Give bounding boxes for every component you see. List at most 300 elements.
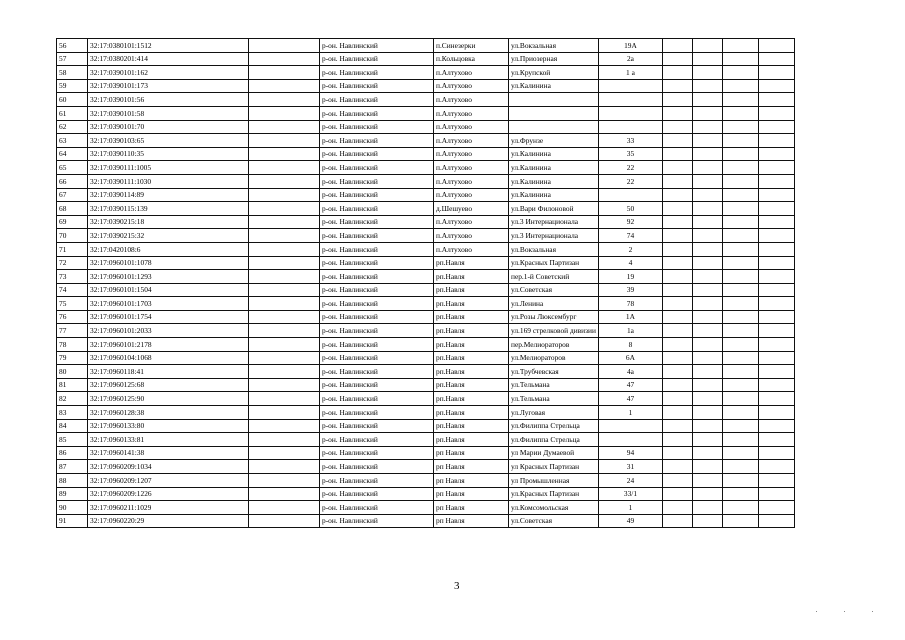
- district: р-он. Навлинский: [320, 392, 434, 406]
- empty-cell: [692, 392, 722, 406]
- house-number: 1А: [598, 310, 662, 324]
- district: р-он. Навлинский: [320, 501, 434, 515]
- empty-cell: [662, 338, 692, 352]
- house-number: 47: [598, 378, 662, 392]
- district: р-он. Навлинский: [320, 283, 434, 297]
- street: ул.Калинина: [509, 79, 599, 93]
- empty-cell: [249, 52, 320, 66]
- empty-cell: [692, 120, 722, 134]
- street: ул.Филиппа Стрельца: [509, 419, 599, 433]
- house-number: 39: [598, 283, 662, 297]
- empty-cell: [692, 474, 722, 488]
- settlement: рп.Навля: [434, 297, 509, 311]
- cadastral-number: 32:17:0390103:65: [88, 134, 249, 148]
- district: р-он. Навлинский: [320, 514, 434, 528]
- street: ул.Красных Партизан: [509, 256, 599, 270]
- district: р-он. Навлинский: [320, 378, 434, 392]
- row-number: 78: [57, 338, 88, 352]
- empty-cell: [692, 365, 722, 379]
- row-number: 60: [57, 93, 88, 107]
- empty-cell: [722, 256, 758, 270]
- district: р-он. Навлинский: [320, 419, 434, 433]
- settlement: п.Алтухово: [434, 66, 509, 80]
- district: р-он. Навлинский: [320, 52, 434, 66]
- table-row: [57, 487, 795, 501]
- empty-cell: [692, 106, 722, 120]
- empty-cell: [662, 93, 692, 107]
- empty-cell: [722, 310, 758, 324]
- district: р-он. Навлинский: [320, 270, 434, 284]
- empty-cell: [662, 147, 692, 161]
- empty-cell: [662, 351, 692, 365]
- house-number: 50: [598, 202, 662, 216]
- row-number: 82: [57, 392, 88, 406]
- settlement: п.Алтухово: [434, 147, 509, 161]
- table-row: [57, 446, 795, 460]
- cadastral-number: 32:17:0960101:1293: [88, 270, 249, 284]
- empty-cell: [722, 283, 758, 297]
- district: р-он. Навлинский: [320, 487, 434, 501]
- empty-cell: [722, 93, 758, 107]
- empty-cell: [722, 324, 758, 338]
- empty-cell: [662, 134, 692, 148]
- district: р-он. Навлинский: [320, 93, 434, 107]
- empty-cell: [249, 392, 320, 406]
- house-number: [598, 120, 662, 134]
- empty-cell: [662, 487, 692, 501]
- empty-cell: [758, 460, 794, 474]
- empty-cell: [662, 419, 692, 433]
- empty-cell: [692, 338, 722, 352]
- empty-cell: [249, 514, 320, 528]
- property-register-table: [56, 38, 795, 528]
- empty-cell: [249, 161, 320, 175]
- house-number: 1а: [598, 324, 662, 338]
- cadastral-number: 32:17:0960220:29: [88, 514, 249, 528]
- empty-cell: [758, 256, 794, 270]
- table-row: [57, 501, 795, 515]
- empty-cell: [662, 161, 692, 175]
- table-row: [57, 351, 795, 365]
- document-page: [56, 38, 795, 528]
- empty-cell: [758, 52, 794, 66]
- empty-cell: [758, 161, 794, 175]
- empty-cell: [758, 134, 794, 148]
- street: ул.3 Интернационала: [509, 215, 599, 229]
- table-row: [57, 419, 795, 433]
- settlement: рп.Навля: [434, 310, 509, 324]
- table-row: [57, 474, 795, 488]
- settlement: рп.Навля: [434, 433, 509, 447]
- table-body: [57, 39, 795, 528]
- empty-cell: [662, 229, 692, 243]
- settlement: рп Навля: [434, 514, 509, 528]
- empty-cell: [758, 338, 794, 352]
- empty-cell: [249, 202, 320, 216]
- empty-cell: [722, 487, 758, 501]
- settlement: п.Алтухово: [434, 106, 509, 120]
- empty-cell: [722, 120, 758, 134]
- row-number: 85: [57, 433, 88, 447]
- empty-cell: [758, 93, 794, 107]
- empty-cell: [758, 215, 794, 229]
- empty-cell: [692, 419, 722, 433]
- table-row: [57, 39, 795, 53]
- scan-artifact: [872, 611, 873, 612]
- row-number: 84: [57, 419, 88, 433]
- settlement: рп Навля: [434, 474, 509, 488]
- empty-cell: [692, 39, 722, 53]
- house-number: [598, 433, 662, 447]
- table-row: [57, 134, 795, 148]
- empty-cell: [692, 460, 722, 474]
- row-number: 87: [57, 460, 88, 474]
- cadastral-number: 32:17:0960209:1226: [88, 487, 249, 501]
- street: ул Марии Думаевой: [509, 446, 599, 460]
- page-number: 3: [454, 580, 460, 592]
- empty-cell: [662, 270, 692, 284]
- table-row: [57, 52, 795, 66]
- cadastral-number: 32:17:0390101:56: [88, 93, 249, 107]
- table-row: [57, 66, 795, 80]
- empty-cell: [692, 378, 722, 392]
- settlement: рп Навля: [434, 487, 509, 501]
- empty-cell: [758, 188, 794, 202]
- settlement: рп.Навля: [434, 324, 509, 338]
- house-number: 47: [598, 392, 662, 406]
- empty-cell: [249, 242, 320, 256]
- settlement: рп.Навля: [434, 256, 509, 270]
- cadastral-number: 32:17:0960101:2033: [88, 324, 249, 338]
- empty-cell: [662, 501, 692, 515]
- street: ул.Луговая: [509, 406, 599, 420]
- empty-cell: [662, 66, 692, 80]
- row-number: 76: [57, 310, 88, 324]
- empty-cell: [722, 229, 758, 243]
- house-number: 1 а: [598, 66, 662, 80]
- district: р-он. Навлинский: [320, 79, 434, 93]
- empty-cell: [692, 433, 722, 447]
- empty-cell: [692, 134, 722, 148]
- empty-cell: [722, 52, 758, 66]
- empty-cell: [758, 446, 794, 460]
- empty-cell: [722, 161, 758, 175]
- empty-cell: [692, 514, 722, 528]
- empty-cell: [249, 501, 320, 515]
- district: р-он. Навлинский: [320, 338, 434, 352]
- cadastral-number: 32:17:0960118:41: [88, 365, 249, 379]
- empty-cell: [692, 501, 722, 515]
- empty-cell: [758, 324, 794, 338]
- empty-cell: [758, 202, 794, 216]
- cadastral-number: 32:17:0960133:80: [88, 419, 249, 433]
- empty-cell: [722, 351, 758, 365]
- empty-cell: [692, 283, 722, 297]
- house-number: 49: [598, 514, 662, 528]
- empty-cell: [662, 174, 692, 188]
- cadastral-number: 32:17:0390114:89: [88, 188, 249, 202]
- house-number: 2а: [598, 52, 662, 66]
- row-number: 70: [57, 229, 88, 243]
- empty-cell: [722, 365, 758, 379]
- row-number: 88: [57, 474, 88, 488]
- cadastral-number: 32:17:0390110:35: [88, 147, 249, 161]
- house-number: [598, 93, 662, 107]
- empty-cell: [662, 324, 692, 338]
- cadastral-number: 32:17:0960141:38: [88, 446, 249, 460]
- empty-cell: [692, 79, 722, 93]
- street: ул.Приозерная: [509, 52, 599, 66]
- house-number: [598, 419, 662, 433]
- empty-cell: [662, 188, 692, 202]
- row-number: 58: [57, 66, 88, 80]
- cadastral-number: 32:17:0960209:1034: [88, 460, 249, 474]
- empty-cell: [249, 93, 320, 107]
- row-number: 75: [57, 297, 88, 311]
- house-number: 19: [598, 270, 662, 284]
- row-number: 80: [57, 365, 88, 379]
- table-row: [57, 174, 795, 188]
- empty-cell: [758, 39, 794, 53]
- empty-cell: [692, 66, 722, 80]
- empty-cell: [692, 188, 722, 202]
- empty-cell: [662, 283, 692, 297]
- empty-cell: [249, 310, 320, 324]
- district: р-он. Навлинский: [320, 433, 434, 447]
- empty-cell: [722, 202, 758, 216]
- cadastral-number: 32:17:0390215:18: [88, 215, 249, 229]
- street: ул.Тельмана: [509, 392, 599, 406]
- empty-cell: [722, 147, 758, 161]
- table-row: [57, 338, 795, 352]
- empty-cell: [662, 202, 692, 216]
- street: ул.Трубчевская: [509, 365, 599, 379]
- empty-cell: [722, 188, 758, 202]
- settlement: рп.Навля: [434, 419, 509, 433]
- street: ул.Крупской: [509, 66, 599, 80]
- empty-cell: [722, 433, 758, 447]
- district: р-он. Навлинский: [320, 229, 434, 243]
- table-row: [57, 188, 795, 202]
- empty-cell: [758, 351, 794, 365]
- house-number: [598, 79, 662, 93]
- table-row: [57, 120, 795, 134]
- table-row: [57, 79, 795, 93]
- empty-cell: [722, 378, 758, 392]
- district: р-он. Навлинский: [320, 161, 434, 175]
- empty-cell: [662, 242, 692, 256]
- cadastral-number: 32:17:0380101:1512: [88, 39, 249, 53]
- empty-cell: [692, 310, 722, 324]
- empty-cell: [692, 202, 722, 216]
- house-number: 22: [598, 174, 662, 188]
- settlement: п.Кольцовка: [434, 52, 509, 66]
- empty-cell: [758, 365, 794, 379]
- empty-cell: [722, 106, 758, 120]
- empty-cell: [758, 120, 794, 134]
- empty-cell: [662, 392, 692, 406]
- table-row: [57, 378, 795, 392]
- street: ул.Фрунзе: [509, 134, 599, 148]
- cadastral-number: 32:17:0390101:173: [88, 79, 249, 93]
- empty-cell: [692, 256, 722, 270]
- district: р-он. Навлинский: [320, 406, 434, 420]
- empty-cell: [758, 106, 794, 120]
- settlement: рп Навля: [434, 501, 509, 515]
- table-row: [57, 392, 795, 406]
- cadastral-number: 32:17:0390101:162: [88, 66, 249, 80]
- empty-cell: [662, 297, 692, 311]
- empty-cell: [692, 174, 722, 188]
- row-number: 81: [57, 378, 88, 392]
- district: р-он. Навлинский: [320, 147, 434, 161]
- settlement: п.Алтухово: [434, 93, 509, 107]
- empty-cell: [722, 79, 758, 93]
- empty-cell: [662, 378, 692, 392]
- empty-cell: [722, 270, 758, 284]
- table-row: [57, 242, 795, 256]
- table-row: [57, 283, 795, 297]
- cadastral-number: 32:17:0960104:1068: [88, 351, 249, 365]
- empty-cell: [249, 188, 320, 202]
- empty-cell: [692, 297, 722, 311]
- table-row: [57, 324, 795, 338]
- settlement: рп.Навля: [434, 378, 509, 392]
- empty-cell: [249, 324, 320, 338]
- house-number: 19А: [598, 39, 662, 53]
- empty-cell: [692, 161, 722, 175]
- empty-cell: [662, 39, 692, 53]
- settlement: рп Навля: [434, 446, 509, 460]
- house-number: 78: [598, 297, 662, 311]
- table-row: [57, 310, 795, 324]
- empty-cell: [249, 256, 320, 270]
- house-number: [598, 106, 662, 120]
- street: ул.Советская: [509, 514, 599, 528]
- house-number: 94: [598, 446, 662, 460]
- row-number: 73: [57, 270, 88, 284]
- street: ул Красных Партизан: [509, 460, 599, 474]
- cadastral-number: 32:17:0960125:68: [88, 378, 249, 392]
- settlement: п.Алтухово: [434, 120, 509, 134]
- district: р-он. Навлинский: [320, 310, 434, 324]
- empty-cell: [249, 283, 320, 297]
- empty-cell: [662, 406, 692, 420]
- house-number: [598, 188, 662, 202]
- row-number: 63: [57, 134, 88, 148]
- district: р-он. Навлинский: [320, 134, 434, 148]
- district: р-он. Навлинский: [320, 365, 434, 379]
- settlement: рп.Навля: [434, 270, 509, 284]
- street: [509, 93, 599, 107]
- row-number: 69: [57, 215, 88, 229]
- empty-cell: [758, 310, 794, 324]
- street: ул.Калинина: [509, 147, 599, 161]
- settlement: п.Алтухово: [434, 161, 509, 175]
- cadastral-number: 32:17:0960209:1207: [88, 474, 249, 488]
- house-number: 74: [598, 229, 662, 243]
- cadastral-number: 32:17:0960101:1754: [88, 310, 249, 324]
- house-number: 4а: [598, 365, 662, 379]
- house-number: 6А: [598, 351, 662, 365]
- empty-cell: [249, 460, 320, 474]
- scan-artifact: [816, 611, 817, 612]
- row-number: 89: [57, 487, 88, 501]
- empty-cell: [249, 351, 320, 365]
- empty-cell: [722, 66, 758, 80]
- empty-cell: [662, 460, 692, 474]
- cadastral-number: 32:17:0420108:6: [88, 242, 249, 256]
- street: ул Промышленная: [509, 474, 599, 488]
- district: р-он. Навлинский: [320, 297, 434, 311]
- house-number: 33: [598, 134, 662, 148]
- settlement: п.Алтухово: [434, 229, 509, 243]
- house-number: 31: [598, 460, 662, 474]
- cadastral-number: 32:17:0960101:1504: [88, 283, 249, 297]
- row-number: 57: [57, 52, 88, 66]
- empty-cell: [758, 66, 794, 80]
- settlement: рп.Навля: [434, 351, 509, 365]
- street: ул.Комсомольская: [509, 501, 599, 515]
- cadastral-number: 32:17:0960211:1029: [88, 501, 249, 515]
- table-row: [57, 514, 795, 528]
- empty-cell: [722, 392, 758, 406]
- settlement: п.Алтухово: [434, 174, 509, 188]
- empty-cell: [758, 433, 794, 447]
- empty-cell: [722, 134, 758, 148]
- district: р-он. Навлинский: [320, 188, 434, 202]
- street: ул.Вокзальная: [509, 242, 599, 256]
- row-number: 72: [57, 256, 88, 270]
- cadastral-number: 32:17:0390215:32: [88, 229, 249, 243]
- street: ул.3 Интернационала: [509, 229, 599, 243]
- table-row: [57, 202, 795, 216]
- table-row: [57, 365, 795, 379]
- street: ул.Красных Партизан: [509, 487, 599, 501]
- empty-cell: [249, 66, 320, 80]
- house-number: 92: [598, 215, 662, 229]
- empty-cell: [722, 338, 758, 352]
- empty-cell: [758, 514, 794, 528]
- settlement: рп.Навля: [434, 283, 509, 297]
- settlement: рп.Навля: [434, 365, 509, 379]
- empty-cell: [249, 174, 320, 188]
- empty-cell: [758, 419, 794, 433]
- district: р-он. Навлинский: [320, 446, 434, 460]
- empty-cell: [758, 297, 794, 311]
- empty-cell: [249, 297, 320, 311]
- district: р-он. Навлинский: [320, 120, 434, 134]
- settlement: рп.Навля: [434, 338, 509, 352]
- row-number: 68: [57, 202, 88, 216]
- empty-cell: [249, 79, 320, 93]
- empty-cell: [692, 215, 722, 229]
- empty-cell: [758, 283, 794, 297]
- empty-cell: [722, 174, 758, 188]
- empty-cell: [662, 365, 692, 379]
- empty-cell: [722, 297, 758, 311]
- street: ул.Ленина: [509, 297, 599, 311]
- street: ул.Тельмана: [509, 378, 599, 392]
- district: р-он. Навлинский: [320, 202, 434, 216]
- cadastral-number: 32:17:0960101:1078: [88, 256, 249, 270]
- row-number: 56: [57, 39, 88, 53]
- settlement: д.Шешуево: [434, 202, 509, 216]
- table-row: [57, 270, 795, 284]
- empty-cell: [722, 446, 758, 460]
- table-row: [57, 215, 795, 229]
- house-number: 2: [598, 242, 662, 256]
